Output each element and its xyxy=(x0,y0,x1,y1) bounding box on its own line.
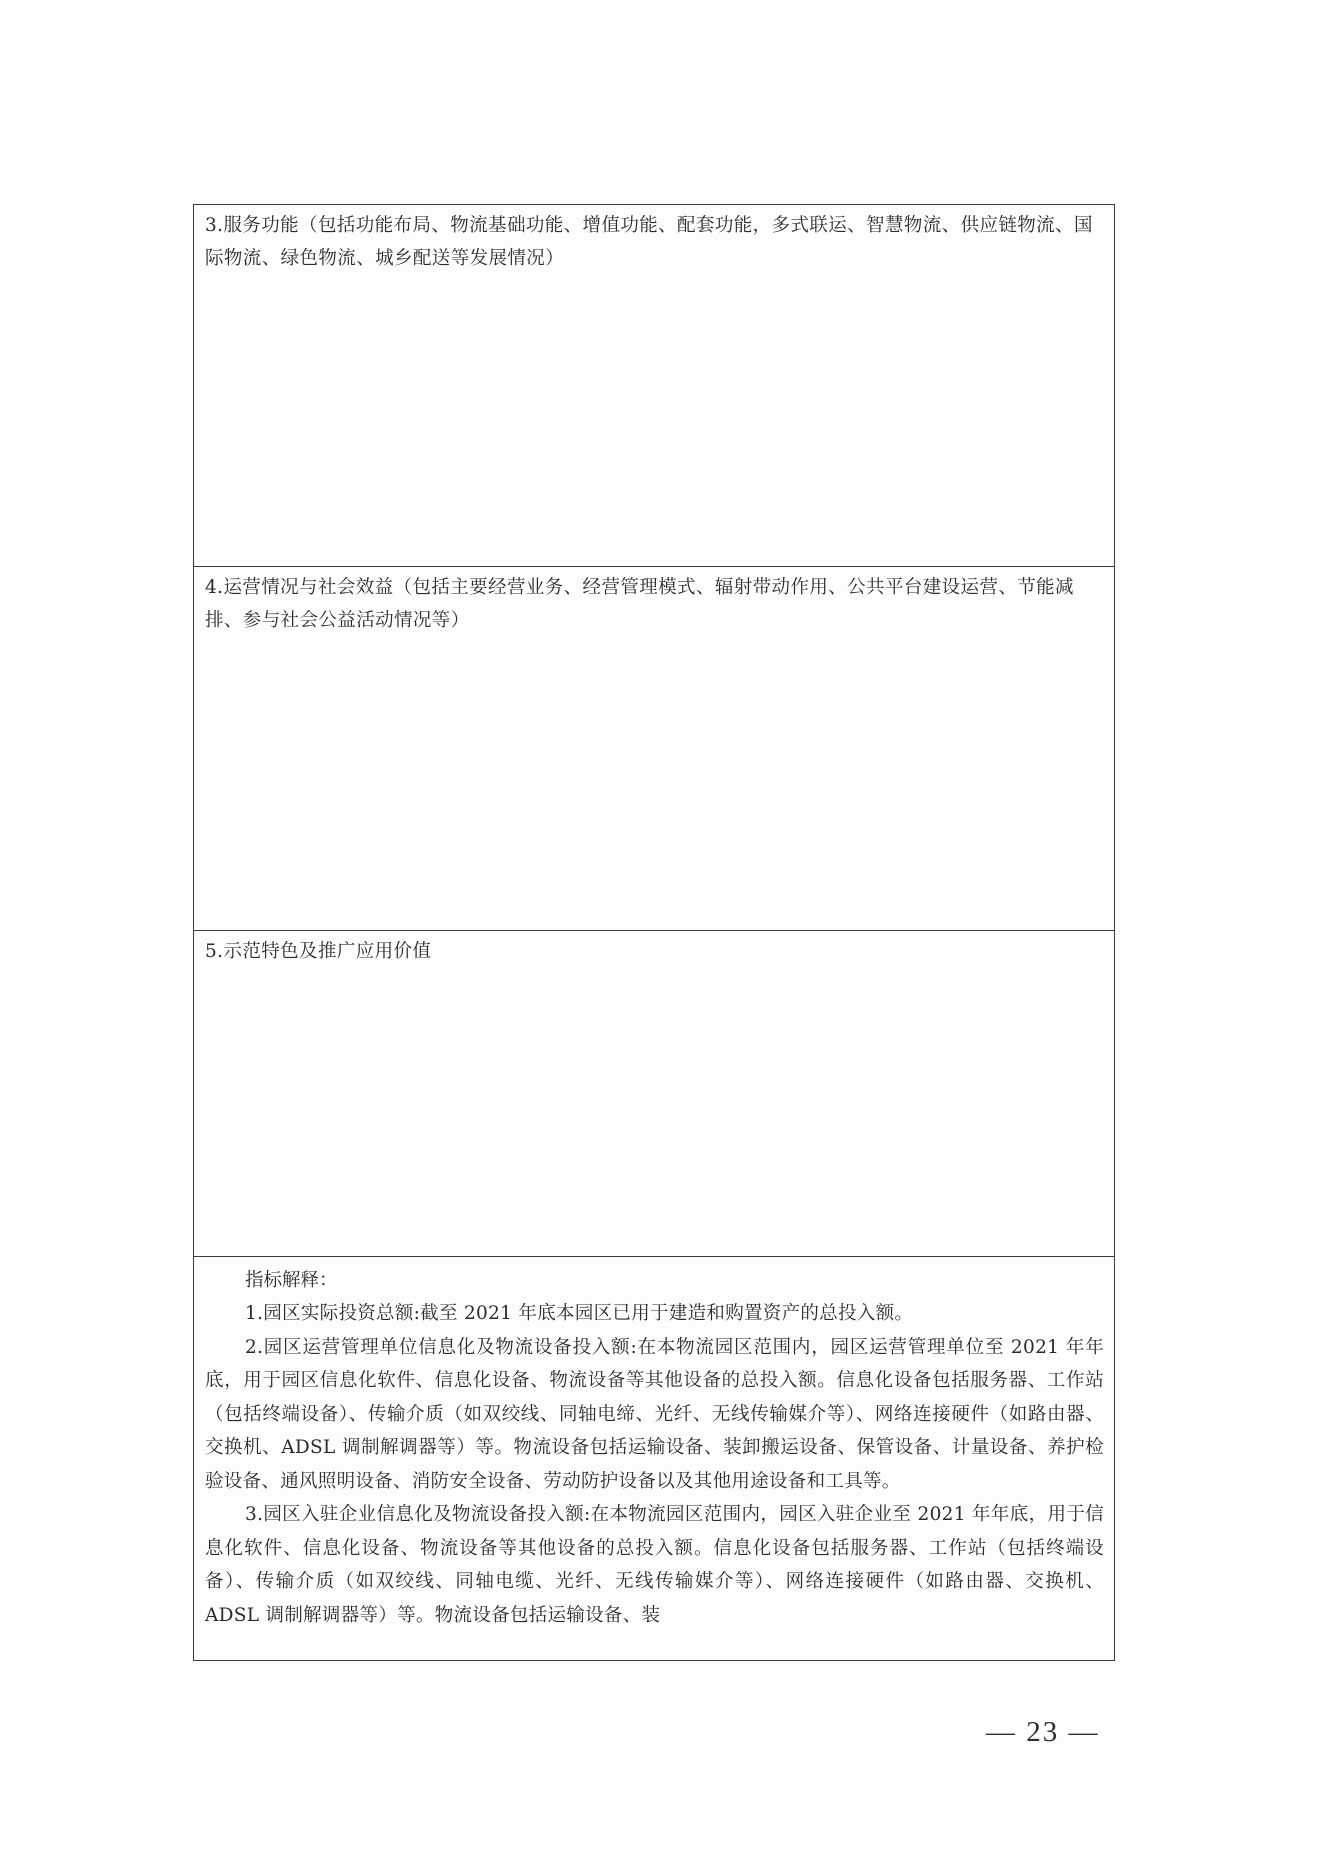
note-item: 3.园区入驻企业信息化及物流设备投入额:在本物流园区范围内，园区入驻企业至 2021 年年底，用于信息化软件、信息化设备、物流设备等其他设备的总投入额。信息化设备包括服务器、工作站（包括终端设备）、传输介质（如双绞线、同轴电缆、光纤、无线传输媒介等）、网络连接硬件（如路由器、交换机、ADSL 调制解调器等）等。物流设备包括运输设备、装 xyxy=(205,1504,1104,1626)
application-form-table xyxy=(193,204,1115,1661)
section-label: 3.服务功能（包括功能布局、物流基础功能、增值功能、配套功能，多式联运、智慧物流、供应链物流、国际物流、绿色物流、城乡配送等发展情况） xyxy=(205,215,1093,269)
note-item: 1.园区实际投资总额:截至 2021 年底本园区已用于建造和购置资产的总投入额。 xyxy=(245,1303,914,1324)
section-operations-social-benefits xyxy=(194,567,1114,931)
note-item: 2.园区运营管理单位信息化及物流设备投入额:在本物流园区范围内，园区运营管理单位至 2021 年年底，用于园区信息化软件、信息化设备、物流设备等其他设备的总投入额。信息化设备包括服务器、工作站（包括终端设备）、传输介质（如双绞线、同轴电缔、光纤、无线传输媒介等）、网络连接硬件（如路由器、交换机、ADSL 调制解调器等）等。物流设备包括运输设备、装卸搬运设备、保管设备、计量设备、养护检验设备、通风照明设备、消防安全设备、劳动防护设备以及其他用途设备和工具等。 xyxy=(205,1336,1104,1492)
section-demonstration-features xyxy=(194,931,1114,1257)
notes-title: 指标解释： xyxy=(245,1270,338,1291)
indicator-explanations xyxy=(194,1257,1114,1660)
page-number: — 23 — xyxy=(986,1716,1100,1748)
section-service-functions xyxy=(194,205,1114,567)
section-label: 5.示范特色及推广应用价值 xyxy=(205,941,432,962)
section-label: 4.运营情况与社会效益（包括主要经营业务、经营管理模式、辐射带动作用、公共平台建设运营、节能减排、参与社会公益活动情况等） xyxy=(205,577,1074,631)
